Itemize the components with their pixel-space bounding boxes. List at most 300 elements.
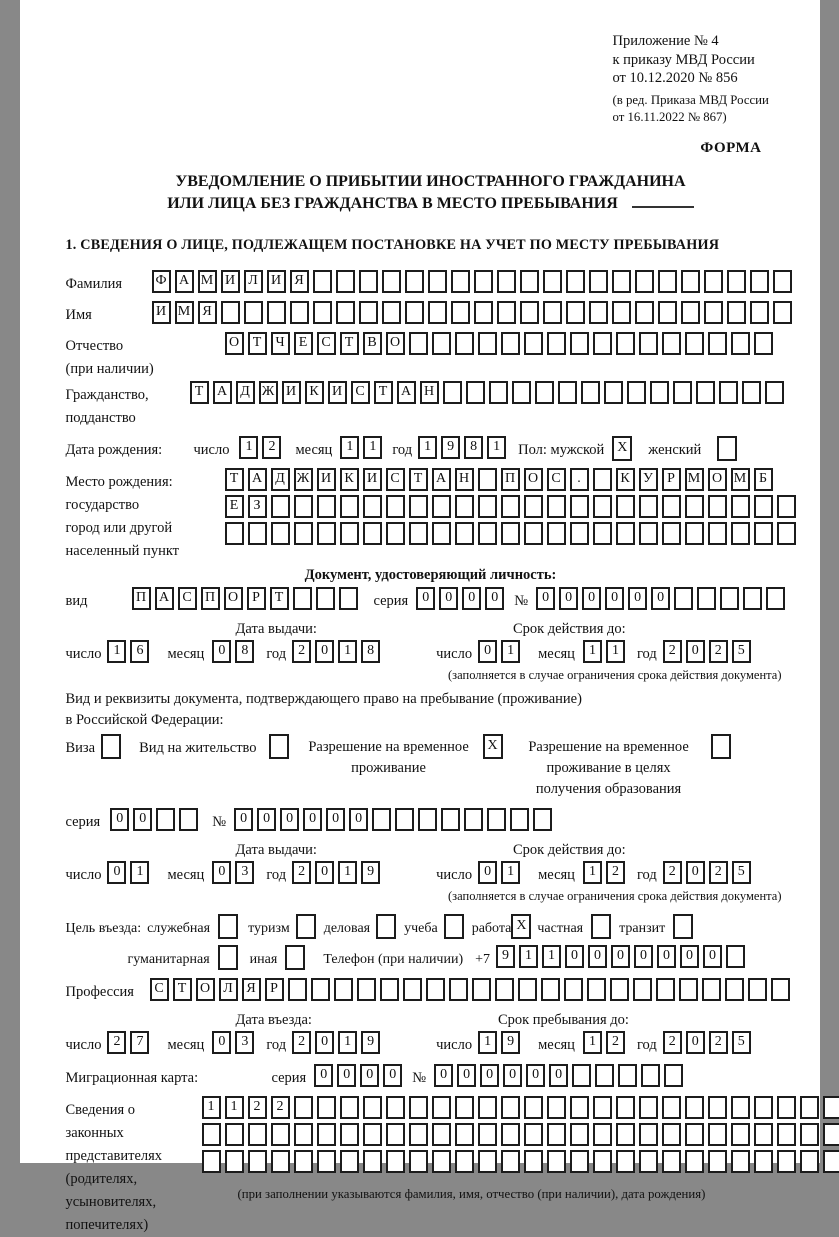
purpose-other-checkbox[interactable] bbox=[285, 945, 305, 970]
char-box[interactable]: 2 bbox=[606, 1031, 625, 1054]
char-box[interactable]: 0 bbox=[337, 1064, 356, 1087]
char-box[interactable] bbox=[478, 1096, 497, 1119]
char-box[interactable]: 2 bbox=[663, 640, 682, 663]
char-box[interactable] bbox=[501, 1123, 520, 1146]
char-box[interactable] bbox=[641, 1064, 660, 1087]
char-box[interactable]: 2 bbox=[248, 1096, 267, 1119]
char-box[interactable] bbox=[673, 381, 692, 404]
char-box[interactable] bbox=[313, 270, 332, 293]
char-box[interactable]: Ч bbox=[271, 332, 290, 355]
char-box[interactable] bbox=[639, 495, 658, 518]
char-box[interactable] bbox=[731, 495, 750, 518]
char-box[interactable]: 2 bbox=[292, 1031, 311, 1054]
char-box[interactable]: 5 bbox=[732, 640, 751, 663]
permit-residence-checkbox[interactable] bbox=[269, 734, 289, 759]
char-box[interactable] bbox=[754, 332, 773, 355]
char-box[interactable] bbox=[681, 301, 700, 324]
char-box[interactable] bbox=[455, 1096, 474, 1119]
char-box[interactable]: 0 bbox=[703, 945, 722, 968]
char-box[interactable]: З bbox=[248, 495, 267, 518]
char-box[interactable]: А bbox=[432, 468, 451, 491]
char-box[interactable] bbox=[639, 1096, 658, 1119]
char-box[interactable] bbox=[432, 332, 451, 355]
char-box[interactable] bbox=[501, 1096, 520, 1119]
char-box[interactable]: Т bbox=[225, 468, 244, 491]
char-box[interactable] bbox=[610, 978, 629, 1001]
char-box[interactable] bbox=[290, 301, 309, 324]
char-box[interactable] bbox=[428, 270, 447, 293]
char-box[interactable] bbox=[489, 381, 508, 404]
char-box[interactable]: Р bbox=[662, 468, 681, 491]
char-box[interactable]: К bbox=[340, 468, 359, 491]
char-box[interactable] bbox=[382, 270, 401, 293]
char-box[interactable]: 9 bbox=[361, 1031, 380, 1054]
char-box[interactable]: И bbox=[282, 381, 301, 404]
char-box[interactable] bbox=[501, 495, 520, 518]
char-box[interactable] bbox=[800, 1150, 819, 1173]
char-box[interactable] bbox=[156, 808, 175, 831]
char-box[interactable] bbox=[524, 522, 543, 545]
char-box[interactable]: 1 bbox=[542, 945, 561, 968]
char-box[interactable] bbox=[823, 1123, 839, 1146]
char-box[interactable]: Я bbox=[290, 270, 309, 293]
char-box[interactable] bbox=[662, 1096, 681, 1119]
char-box[interactable] bbox=[294, 1096, 313, 1119]
char-box[interactable]: М bbox=[175, 301, 194, 324]
char-box[interactable] bbox=[449, 978, 468, 1001]
char-box[interactable]: А bbox=[213, 381, 232, 404]
char-box[interactable] bbox=[773, 301, 792, 324]
char-box[interactable]: С bbox=[351, 381, 370, 404]
char-box[interactable]: 9 bbox=[501, 1031, 520, 1054]
sex-female-checkbox[interactable] bbox=[717, 436, 737, 461]
char-box[interactable] bbox=[656, 978, 675, 1001]
char-box[interactable]: 0 bbox=[480, 1064, 499, 1087]
char-box[interactable] bbox=[697, 587, 716, 610]
char-box[interactable] bbox=[685, 495, 704, 518]
char-box[interactable] bbox=[570, 1150, 589, 1173]
char-box[interactable] bbox=[743, 587, 762, 610]
char-box[interactable] bbox=[386, 1123, 405, 1146]
char-box[interactable] bbox=[363, 1123, 382, 1146]
permit-temp-edu-checkbox[interactable] bbox=[711, 734, 731, 759]
char-box[interactable]: 3 bbox=[235, 861, 254, 884]
char-box[interactable]: 0 bbox=[234, 808, 253, 831]
char-box[interactable]: Я bbox=[242, 978, 261, 1001]
char-box[interactable] bbox=[589, 270, 608, 293]
char-box[interactable] bbox=[616, 1123, 635, 1146]
char-box[interactable]: С bbox=[150, 978, 169, 1001]
char-box[interactable] bbox=[409, 1150, 428, 1173]
char-box[interactable] bbox=[248, 1123, 267, 1146]
char-box[interactable]: Т bbox=[374, 381, 393, 404]
char-box[interactable] bbox=[547, 495, 566, 518]
char-box[interactable] bbox=[474, 270, 493, 293]
char-box[interactable]: 0 bbox=[686, 861, 705, 884]
char-box[interactable]: 0 bbox=[628, 587, 647, 610]
char-box[interactable] bbox=[564, 978, 583, 1001]
char-box[interactable]: И bbox=[267, 270, 286, 293]
char-box[interactable] bbox=[593, 468, 612, 491]
char-box[interactable]: О bbox=[708, 468, 727, 491]
char-box[interactable] bbox=[679, 978, 698, 1001]
char-box[interactable]: Л bbox=[244, 270, 263, 293]
char-box[interactable] bbox=[731, 1150, 750, 1173]
char-box[interactable] bbox=[455, 522, 474, 545]
char-box[interactable] bbox=[750, 270, 769, 293]
char-box[interactable]: 0 bbox=[651, 587, 670, 610]
char-box[interactable]: 7 bbox=[130, 1031, 149, 1054]
char-box[interactable] bbox=[742, 381, 761, 404]
char-box[interactable] bbox=[451, 270, 470, 293]
char-box[interactable] bbox=[750, 301, 769, 324]
char-box[interactable] bbox=[478, 332, 497, 355]
char-box[interactable] bbox=[340, 495, 359, 518]
char-box[interactable]: Н bbox=[455, 468, 474, 491]
char-box[interactable] bbox=[317, 1123, 336, 1146]
char-box[interactable]: 1 bbox=[606, 640, 625, 663]
char-box[interactable] bbox=[432, 1096, 451, 1119]
char-box[interactable] bbox=[618, 1064, 637, 1087]
char-box[interactable]: 0 bbox=[110, 808, 129, 831]
char-box[interactable]: 1 bbox=[338, 640, 357, 663]
char-box[interactable] bbox=[720, 587, 739, 610]
char-box[interactable] bbox=[639, 1150, 658, 1173]
char-box[interactable] bbox=[777, 1096, 796, 1119]
char-box[interactable]: 1 bbox=[340, 436, 359, 459]
purpose-private-checkbox[interactable] bbox=[591, 914, 611, 939]
char-box[interactable] bbox=[518, 978, 537, 1001]
char-box[interactable]: В bbox=[363, 332, 382, 355]
char-box[interactable] bbox=[766, 587, 785, 610]
char-box[interactable] bbox=[512, 381, 531, 404]
char-box[interactable] bbox=[572, 1064, 591, 1087]
char-box[interactable] bbox=[386, 522, 405, 545]
char-box[interactable]: 9 bbox=[496, 945, 515, 968]
char-box[interactable]: 0 bbox=[565, 945, 584, 968]
char-box[interactable]: И bbox=[152, 301, 171, 324]
char-box[interactable] bbox=[635, 270, 654, 293]
char-box[interactable] bbox=[520, 301, 539, 324]
char-box[interactable] bbox=[533, 808, 552, 831]
char-box[interactable] bbox=[662, 495, 681, 518]
char-box[interactable]: Т bbox=[248, 332, 267, 355]
char-box[interactable]: С bbox=[317, 332, 336, 355]
char-box[interactable]: 1 bbox=[338, 1031, 357, 1054]
char-box[interactable] bbox=[372, 808, 391, 831]
char-box[interactable] bbox=[547, 522, 566, 545]
char-box[interactable]: 0 bbox=[303, 808, 322, 831]
char-box[interactable]: 1 bbox=[478, 1031, 497, 1054]
char-box[interactable] bbox=[524, 1123, 543, 1146]
purpose-official-checkbox[interactable] bbox=[218, 914, 238, 939]
char-box[interactable] bbox=[294, 522, 313, 545]
char-box[interactable]: С bbox=[386, 468, 405, 491]
char-box[interactable] bbox=[244, 301, 263, 324]
char-box[interactable] bbox=[639, 1123, 658, 1146]
char-box[interactable]: 1 bbox=[363, 436, 382, 459]
char-box[interactable] bbox=[662, 1150, 681, 1173]
char-box[interactable] bbox=[271, 495, 290, 518]
char-box[interactable]: 1 bbox=[501, 861, 520, 884]
char-box[interactable]: Б bbox=[754, 468, 773, 491]
char-box[interactable] bbox=[336, 270, 355, 293]
char-box[interactable]: Л bbox=[219, 978, 238, 1001]
char-box[interactable]: 1 bbox=[338, 861, 357, 884]
char-box[interactable] bbox=[466, 381, 485, 404]
char-box[interactable]: 2 bbox=[292, 640, 311, 663]
char-box[interactable] bbox=[221, 301, 240, 324]
char-box[interactable] bbox=[664, 1064, 683, 1087]
char-box[interactable]: И bbox=[363, 468, 382, 491]
char-box[interactable] bbox=[409, 495, 428, 518]
char-box[interactable] bbox=[317, 1150, 336, 1173]
char-box[interactable] bbox=[616, 332, 635, 355]
char-box[interactable]: 0 bbox=[686, 1031, 705, 1054]
char-box[interactable] bbox=[271, 1150, 290, 1173]
purpose-humanitarian-checkbox[interactable] bbox=[218, 945, 238, 970]
char-box[interactable] bbox=[524, 495, 543, 518]
char-box[interactable]: 8 bbox=[361, 640, 380, 663]
char-box[interactable] bbox=[731, 1123, 750, 1146]
char-box[interactable]: Е bbox=[225, 495, 244, 518]
char-box[interactable] bbox=[386, 1096, 405, 1119]
char-box[interactable]: К bbox=[616, 468, 635, 491]
char-box[interactable] bbox=[501, 1150, 520, 1173]
char-box[interactable]: С bbox=[547, 468, 566, 491]
char-box[interactable]: О bbox=[386, 332, 405, 355]
char-box[interactable] bbox=[495, 978, 514, 1001]
char-box[interactable]: 1 bbox=[239, 436, 258, 459]
char-box[interactable] bbox=[635, 301, 654, 324]
char-box[interactable] bbox=[547, 1150, 566, 1173]
char-box[interactable]: Р bbox=[247, 587, 266, 610]
char-box[interactable] bbox=[478, 1150, 497, 1173]
char-box[interactable] bbox=[294, 1123, 313, 1146]
char-box[interactable]: Я bbox=[198, 301, 217, 324]
char-box[interactable] bbox=[685, 522, 704, 545]
char-box[interactable]: 2 bbox=[709, 640, 728, 663]
char-box[interactable] bbox=[443, 381, 462, 404]
char-box[interactable] bbox=[604, 381, 623, 404]
char-box[interactable] bbox=[547, 1123, 566, 1146]
char-box[interactable]: 0 bbox=[212, 640, 231, 663]
char-box[interactable]: 2 bbox=[107, 1031, 126, 1054]
char-box[interactable] bbox=[593, 1096, 612, 1119]
char-box[interactable] bbox=[409, 1096, 428, 1119]
char-box[interactable]: 0 bbox=[605, 587, 624, 610]
char-box[interactable] bbox=[685, 1123, 704, 1146]
char-box[interactable] bbox=[225, 522, 244, 545]
char-box[interactable] bbox=[547, 332, 566, 355]
char-box[interactable] bbox=[708, 1150, 727, 1173]
char-box[interactable] bbox=[674, 587, 693, 610]
char-box[interactable]: У bbox=[639, 468, 658, 491]
char-box[interactable] bbox=[566, 301, 585, 324]
char-box[interactable]: 1 bbox=[487, 436, 506, 459]
char-box[interactable]: И bbox=[328, 381, 347, 404]
char-box[interactable]: 2 bbox=[606, 861, 625, 884]
char-box[interactable] bbox=[535, 381, 554, 404]
char-box[interactable]: Ф bbox=[152, 270, 171, 293]
char-box[interactable] bbox=[748, 978, 767, 1001]
char-box[interactable] bbox=[696, 381, 715, 404]
char-box[interactable]: 1 bbox=[583, 861, 602, 884]
char-box[interactable]: 1 bbox=[202, 1096, 221, 1119]
char-box[interactable] bbox=[225, 1150, 244, 1173]
char-box[interactable] bbox=[823, 1096, 839, 1119]
char-box[interactable] bbox=[541, 978, 560, 1001]
char-box[interactable]: 0 bbox=[634, 945, 653, 968]
char-box[interactable]: 2 bbox=[663, 861, 682, 884]
char-box[interactable]: 2 bbox=[709, 1031, 728, 1054]
char-box[interactable]: 0 bbox=[133, 808, 152, 831]
char-box[interactable]: 0 bbox=[107, 861, 126, 884]
char-box[interactable] bbox=[708, 332, 727, 355]
char-box[interactable] bbox=[451, 301, 470, 324]
char-box[interactable]: 0 bbox=[526, 1064, 545, 1087]
char-box[interactable] bbox=[359, 301, 378, 324]
char-box[interactable]: 1 bbox=[225, 1096, 244, 1119]
char-box[interactable] bbox=[708, 1096, 727, 1119]
char-box[interactable] bbox=[616, 522, 635, 545]
char-box[interactable] bbox=[363, 495, 382, 518]
char-box[interactable]: Д bbox=[236, 381, 255, 404]
char-box[interactable]: 0 bbox=[462, 587, 481, 610]
char-box[interactable] bbox=[271, 1123, 290, 1146]
char-box[interactable] bbox=[340, 522, 359, 545]
char-box[interactable] bbox=[501, 332, 520, 355]
char-box[interactable]: 0 bbox=[485, 587, 504, 610]
char-box[interactable] bbox=[727, 270, 746, 293]
char-box[interactable]: 1 bbox=[107, 640, 126, 663]
char-box[interactable]: С bbox=[178, 587, 197, 610]
char-box[interactable] bbox=[474, 301, 493, 324]
char-box[interactable]: 1 bbox=[501, 640, 520, 663]
char-box[interactable] bbox=[293, 587, 312, 610]
char-box[interactable]: 1 bbox=[583, 1031, 602, 1054]
char-box[interactable]: 0 bbox=[416, 587, 435, 610]
char-box[interactable] bbox=[501, 522, 520, 545]
char-box[interactable] bbox=[777, 1123, 796, 1146]
char-box[interactable]: 0 bbox=[315, 861, 334, 884]
char-box[interactable] bbox=[418, 808, 437, 831]
permit-temp-checkbox[interactable]: X bbox=[483, 734, 503, 759]
char-box[interactable] bbox=[510, 808, 529, 831]
char-box[interactable] bbox=[593, 1123, 612, 1146]
char-box[interactable]: 0 bbox=[503, 1064, 522, 1087]
char-box[interactable] bbox=[363, 522, 382, 545]
char-box[interactable]: Ж bbox=[259, 381, 278, 404]
char-box[interactable] bbox=[340, 1096, 359, 1119]
char-box[interactable] bbox=[777, 1150, 796, 1173]
char-box[interactable] bbox=[639, 522, 658, 545]
char-box[interactable]: 1 bbox=[130, 861, 149, 884]
char-box[interactable]: 0 bbox=[478, 861, 497, 884]
char-box[interactable]: А bbox=[248, 468, 267, 491]
char-box[interactable] bbox=[543, 301, 562, 324]
char-box[interactable] bbox=[409, 1123, 428, 1146]
char-box[interactable] bbox=[294, 1150, 313, 1173]
char-box[interactable] bbox=[612, 270, 631, 293]
char-box[interactable]: 3 bbox=[235, 1031, 254, 1054]
char-box[interactable] bbox=[317, 1096, 336, 1119]
char-box[interactable] bbox=[593, 495, 612, 518]
char-box[interactable]: . bbox=[570, 468, 589, 491]
char-box[interactable]: 2 bbox=[292, 861, 311, 884]
char-box[interactable]: 0 bbox=[360, 1064, 379, 1087]
char-box[interactable] bbox=[593, 522, 612, 545]
char-box[interactable] bbox=[380, 978, 399, 1001]
char-box[interactable] bbox=[566, 270, 585, 293]
char-box[interactable] bbox=[340, 1123, 359, 1146]
char-box[interactable] bbox=[754, 1123, 773, 1146]
char-box[interactable] bbox=[497, 270, 516, 293]
purpose-business-checkbox[interactable] bbox=[376, 914, 396, 939]
char-box[interactable] bbox=[708, 1123, 727, 1146]
char-box[interactable] bbox=[340, 1150, 359, 1173]
char-box[interactable] bbox=[702, 978, 721, 1001]
char-box[interactable] bbox=[658, 301, 677, 324]
char-box[interactable]: А bbox=[155, 587, 174, 610]
char-box[interactable] bbox=[334, 978, 353, 1001]
char-box[interactable] bbox=[731, 522, 750, 545]
char-box[interactable]: 6 bbox=[130, 640, 149, 663]
char-box[interactable] bbox=[524, 1096, 543, 1119]
char-box[interactable]: О bbox=[224, 587, 243, 610]
char-box[interactable]: П bbox=[132, 587, 151, 610]
char-box[interactable] bbox=[428, 301, 447, 324]
char-box[interactable]: 0 bbox=[549, 1064, 568, 1087]
purpose-work-checkbox[interactable]: X bbox=[511, 914, 531, 939]
char-box[interactable] bbox=[589, 301, 608, 324]
char-box[interactable] bbox=[726, 945, 745, 968]
char-box[interactable] bbox=[595, 1064, 614, 1087]
char-box[interactable]: А bbox=[397, 381, 416, 404]
char-box[interactable]: П bbox=[201, 587, 220, 610]
char-box[interactable]: 0 bbox=[582, 587, 601, 610]
char-box[interactable] bbox=[547, 1096, 566, 1119]
char-box[interactable] bbox=[570, 495, 589, 518]
char-box[interactable]: 2 bbox=[271, 1096, 290, 1119]
char-box[interactable] bbox=[708, 495, 727, 518]
char-box[interactable] bbox=[704, 301, 723, 324]
char-box[interactable]: Т bbox=[340, 332, 359, 355]
char-box[interactable] bbox=[616, 1150, 635, 1173]
char-box[interactable]: 1 bbox=[418, 436, 437, 459]
char-box[interactable] bbox=[455, 495, 474, 518]
char-box[interactable] bbox=[616, 495, 635, 518]
char-box[interactable] bbox=[478, 495, 497, 518]
char-box[interactable] bbox=[455, 1150, 474, 1173]
char-box[interactable] bbox=[581, 381, 600, 404]
char-box[interactable] bbox=[754, 522, 773, 545]
char-box[interactable] bbox=[179, 808, 198, 831]
char-box[interactable] bbox=[612, 301, 631, 324]
char-box[interactable] bbox=[357, 978, 376, 1001]
char-box[interactable]: И bbox=[221, 270, 240, 293]
char-box[interactable] bbox=[317, 522, 336, 545]
char-box[interactable] bbox=[725, 978, 744, 1001]
char-box[interactable] bbox=[777, 522, 796, 545]
char-box[interactable] bbox=[313, 301, 332, 324]
char-box[interactable] bbox=[731, 332, 750, 355]
char-box[interactable] bbox=[311, 978, 330, 1001]
char-box[interactable]: 0 bbox=[314, 1064, 333, 1087]
char-box[interactable] bbox=[558, 381, 577, 404]
char-box[interactable] bbox=[382, 301, 401, 324]
char-box[interactable] bbox=[524, 332, 543, 355]
